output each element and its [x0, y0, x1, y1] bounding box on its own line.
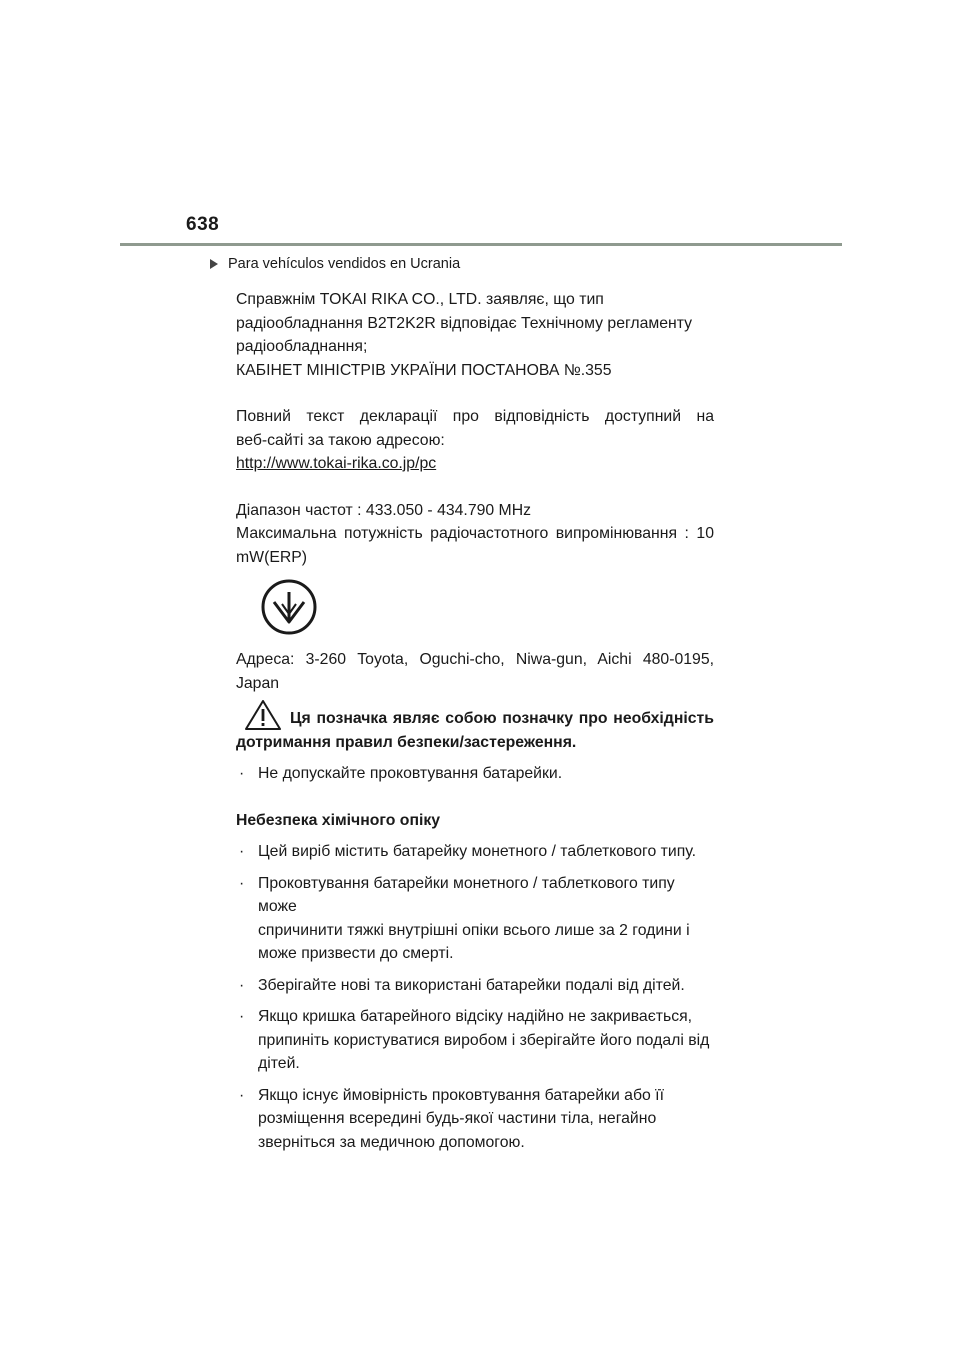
list-item-text: розміщення всередині будь-якої частини тіла, негайно — [258, 1110, 657, 1127]
bullet-dot: · — [239, 1008, 245, 1025]
declaration-line: радіообладнання; — [236, 338, 368, 355]
bullet-dot: · — [239, 976, 245, 994]
list-item-text: Зберігайте нові та використані батарейки подалі від дітей. — [258, 976, 685, 994]
header-divider — [120, 243, 842, 246]
list-item-text: зверніться за медичною допомогою. — [258, 1133, 525, 1151]
declaration-line: Справжнім TOKAI RIKA CO., LTD. заявляє, що тип — [236, 291, 604, 308]
list-item — [236, 1084, 714, 1155]
triangle-right-icon — [210, 259, 218, 269]
hazard-title: Небезпека хімічного опіку — [236, 811, 441, 829]
ukrainian-conformity-mark-icon — [260, 578, 318, 636]
warning-line: дотримання правил безпеки/застереження. — [236, 733, 577, 751]
list-item — [236, 840, 714, 864]
full-text-line: веб-сайті за такою адресою: — [236, 431, 445, 449]
bullet-dot: · — [239, 1086, 245, 1104]
frequency-range: Діапазон частот : 433.050 - 434.790 MHz — [236, 501, 532, 519]
list-item — [236, 872, 714, 966]
spacer — [236, 382, 714, 405]
spacer — [236, 786, 714, 809]
list-item-text: спричинити тяжкі внутрішні опіки всього лише за 2 години і — [258, 921, 690, 939]
list-item-text: може призвести до смерті. — [258, 945, 454, 962]
address-line: Japan — [236, 674, 280, 692]
list-item — [236, 1005, 714, 1076]
section-heading-text: Para vehículos vendidos en Ucrania — [228, 256, 461, 272]
warning-line: Ця позначка являє собою позначку про необхідність — [290, 710, 714, 727]
list-item-text: дітей. — [258, 1055, 300, 1072]
list-item-text: Не допускайте проковтування батарейки. — [258, 765, 563, 782]
declaration-line: радіообладнання B2T2K2R відповідає Технічному регламенту — [236, 314, 693, 332]
list-item — [236, 974, 714, 998]
max-power-line: mW(ERP) — [236, 548, 308, 566]
list-item-text: Цей виріб містить батарейку монетного / таблеткового типу. — [258, 843, 696, 860]
bullet-dot: · — [239, 843, 245, 860]
list-item-text: припиніть користуватися виробом і зберігайте його подалі від — [258, 1031, 710, 1049]
list-item-text: Проковтування батарейки монетного / таблеткового типу може — [258, 874, 675, 915]
address-line: Адреса: 3-260 Toyota, Oguchi-cho, Niwa-gun, Aichi 480-0195, — [236, 651, 714, 668]
max-power-line: Максимальна потужність радіочастотного випромінювання : 10 — [236, 525, 714, 542]
document-body — [236, 288, 714, 1154]
spacer — [236, 476, 714, 499]
declaration-line: КАБІНЕТ МІНІСТРІВ УКРАЇНИ ПОСТАНОВА №.355 — [236, 361, 612, 379]
list-item-text: Якщо кришка батарейного відсіку надійно не закривається, — [258, 1008, 693, 1025]
section-heading — [210, 256, 460, 272]
warning-triangle-icon — [244, 699, 282, 731]
full-text-line: Повний текст декларації про відповідність доступний на — [236, 408, 714, 425]
page-number: 638 — [186, 214, 220, 235]
warning-notice — [236, 707, 714, 731]
conformity-mark-row — [236, 572, 714, 648]
declaration-url-link[interactable]: http://www.tokai-rika.co.jp/pc — [236, 455, 437, 472]
bullet-dot: · — [239, 765, 245, 782]
bullet-dot: · — [239, 874, 245, 892]
list-item — [236, 762, 714, 786]
list-item-text: Якщо існує ймовірність проковтування батарейки або її — [258, 1086, 664, 1104]
